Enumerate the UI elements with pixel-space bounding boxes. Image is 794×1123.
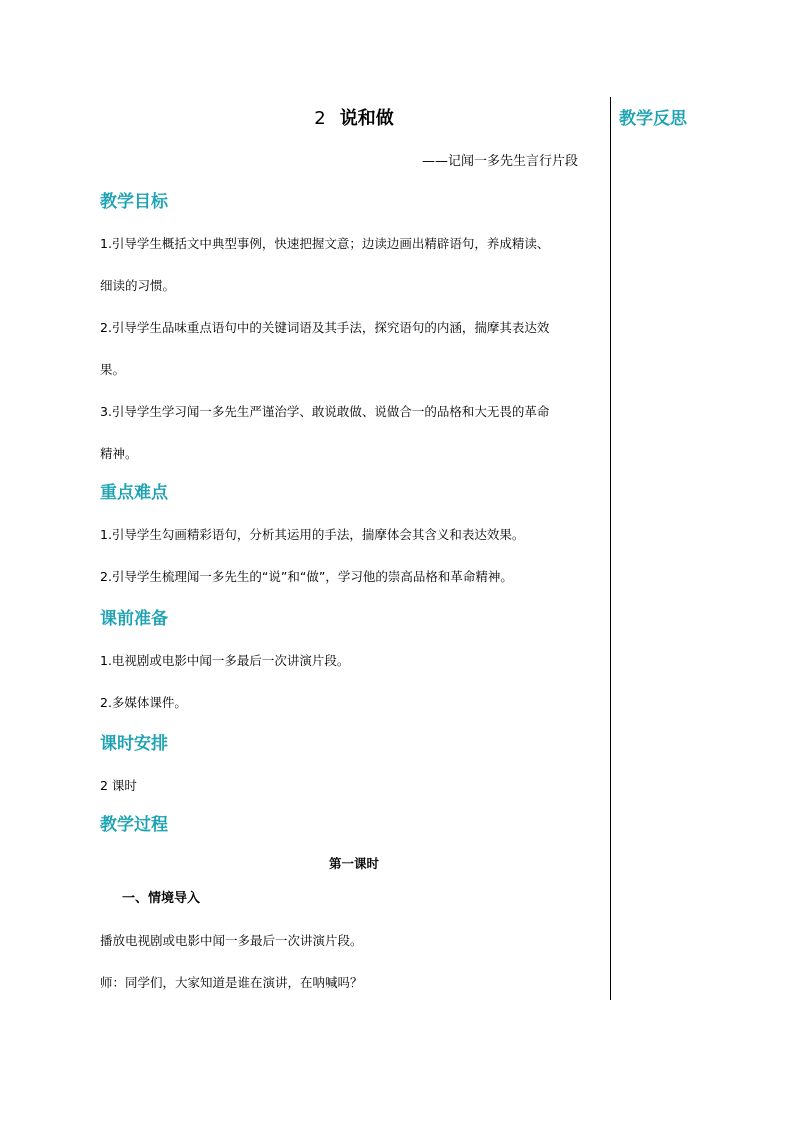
- lesson-title: 说和做: [339, 108, 394, 129]
- heading-key-points: 重点难点: [100, 483, 168, 503]
- margin-divider-line: [610, 97, 611, 1000]
- heading-preparation: 课前准备: [100, 609, 168, 629]
- goal-line-2: 细读的习惯。: [100, 278, 176, 293]
- goal-line-1: 1.引导学生概括文中典型事例，快速把握文意；边读边画出精辟语句，养成精读、: [100, 236, 550, 251]
- lesson-period-label: 第一课时: [328, 856, 379, 871]
- goal-line-4: 果。: [100, 362, 126, 377]
- goal-line-3: 2.引导学生品味重点语句中的关键词语及其手法，探究语句的内涵，揣摩其表达效: [100, 320, 550, 335]
- keypoint-line-1: 1.引导学生勾画精彩语句，分析其运用的手法，揣摩体会其含义和表达效果。: [100, 527, 525, 542]
- heading-schedule: 课时安排: [100, 734, 168, 754]
- keypoint-line-2: 2.引导学生梳理闻一多先生的“说”和“做”，学习他的崇高品格和革命精神。: [100, 569, 513, 584]
- goal-line-5: 3.引导学生学习闻一多先生严谨治学、敢说敢做、说做合一的品格和大无畏的革命: [100, 404, 550, 419]
- heading-process: 教学过程: [100, 815, 168, 835]
- document-title: [100, 104, 608, 130]
- heading-teaching-goals: 教学目标: [100, 192, 168, 212]
- process-line-1: 播放电视剧或电影中闻一多最后一次讲演片段。: [100, 933, 363, 948]
- lesson-number: 2: [314, 108, 326, 129]
- prep-line-1: 1.电视剧或电影中闻一多最后一次讲演片段。: [100, 653, 350, 668]
- document-subtitle: ——记闻一多先生言行片段: [421, 154, 578, 169]
- schedule-line-1: 2 课时: [100, 778, 137, 793]
- process-line-2: 师：同学们，大家知道是谁在演讲，在呐喊吗？: [100, 975, 363, 990]
- part-one-heading: 一、情境导入: [122, 891, 201, 906]
- prep-line-2: 2.多媒体课件。: [100, 695, 187, 710]
- reflection-column-title: 教学反思: [619, 109, 687, 129]
- goal-line-6: 精神。: [100, 446, 138, 461]
